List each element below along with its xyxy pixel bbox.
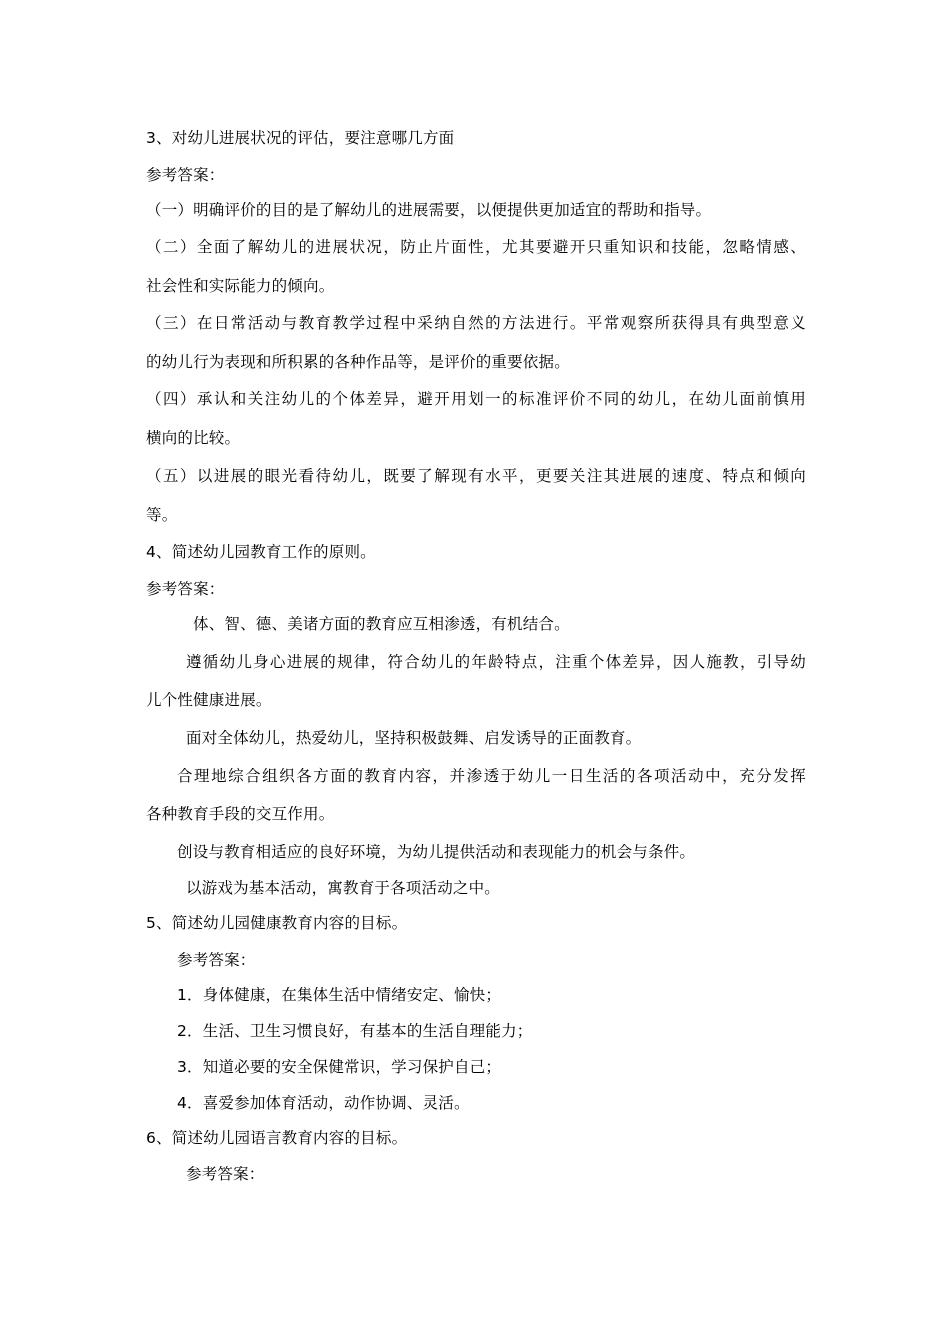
principle-item-continued: 儿个性健康进展。: [146, 691, 272, 709]
principle-item: 以游戏为基本活动，寓教育于各项活动之中。: [186, 879, 501, 897]
answer-label: 参考答案：: [146, 166, 225, 184]
answer-label: 参考答案：: [146, 580, 225, 598]
answer-paragraph: （二）全面了解幼儿的进展状况，防止片面性，尤其要避开只重知识和技能，忽略情感、: [146, 238, 806, 256]
question-5-heading: 5、简述幼儿园健康教育内容的目标。: [146, 914, 408, 932]
goal-item: 4．喜爱参加体育活动，动作协调、灵活。: [177, 1094, 470, 1112]
principle-item: 合理地综合组织各方面的教育内容，并渗透于幼儿一日生活的各项活动中，充分发挥: [177, 767, 806, 785]
principle-item: 创设与教育相适应的良好环境，为幼儿提供活动和表现能力的机会与条件。: [177, 843, 696, 861]
answer-paragraph-continued: 社会性和实际能力的倾向。: [146, 277, 335, 295]
goal-item: 1．身体健康，在集体生活中情绪安定、愉快；: [177, 986, 502, 1004]
question-6-heading: 6、简述幼儿园语言教育内容的目标。: [146, 1129, 408, 1147]
principle-item: 体、智、德、美诸方面的教育应互相渗透，有机结合。: [193, 615, 570, 633]
answer-paragraph-continued: 横向的比较。: [146, 429, 241, 447]
answer-paragraph-continued: 的幼儿行为表现和所积累的各种作品等，是评价的重要依据。: [146, 353, 570, 371]
question-4-heading: 4、简述幼儿园教育工作的原则。: [146, 543, 376, 561]
principle-item: 面对全体幼儿，热爱幼儿，坚持积极鼓舞、启发诱导的正面教育。: [186, 729, 642, 747]
goal-item: 3．知道必要的安全保健常识，学习保护自己；: [177, 1058, 502, 1076]
question-3-heading: 3、对幼儿进展状况的评估，要注意哪几方面: [146, 129, 455, 147]
answer-label: 参考答案：: [186, 1165, 265, 1183]
answer-paragraph-continued: 等。: [146, 506, 178, 524]
principle-item-continued: 各种教育手段的交互作用。: [146, 805, 335, 823]
answer-paragraph: （三）在日常活动与教育教学过程中采纳自然的方法进行。平常观察所获得具有典型意义: [146, 314, 806, 332]
answer-paragraph: （四）承认和关注幼儿的个体差异，避开用划一的标准评价不同的幼儿，在幼儿面前慎用: [146, 390, 806, 408]
answer-label: 参考答案：: [177, 951, 256, 969]
answer-paragraph: （一）明确评价的目的是了解幼儿的进展需要，以便提供更加适宜的帮助和指导。: [146, 201, 712, 219]
goal-item: 2．生活、卫生习惯良好，有基本的生活自理能力；: [177, 1022, 533, 1040]
principle-item: 遵循幼儿身心进展的规律，符合幼儿的年龄特点，注重个体差异，因人施教，引导幼: [186, 653, 806, 671]
answer-paragraph: （五）以进展的眼光看待幼儿，既要了解现有水平，更要关注其进展的速度、特点和倾向: [146, 467, 806, 485]
